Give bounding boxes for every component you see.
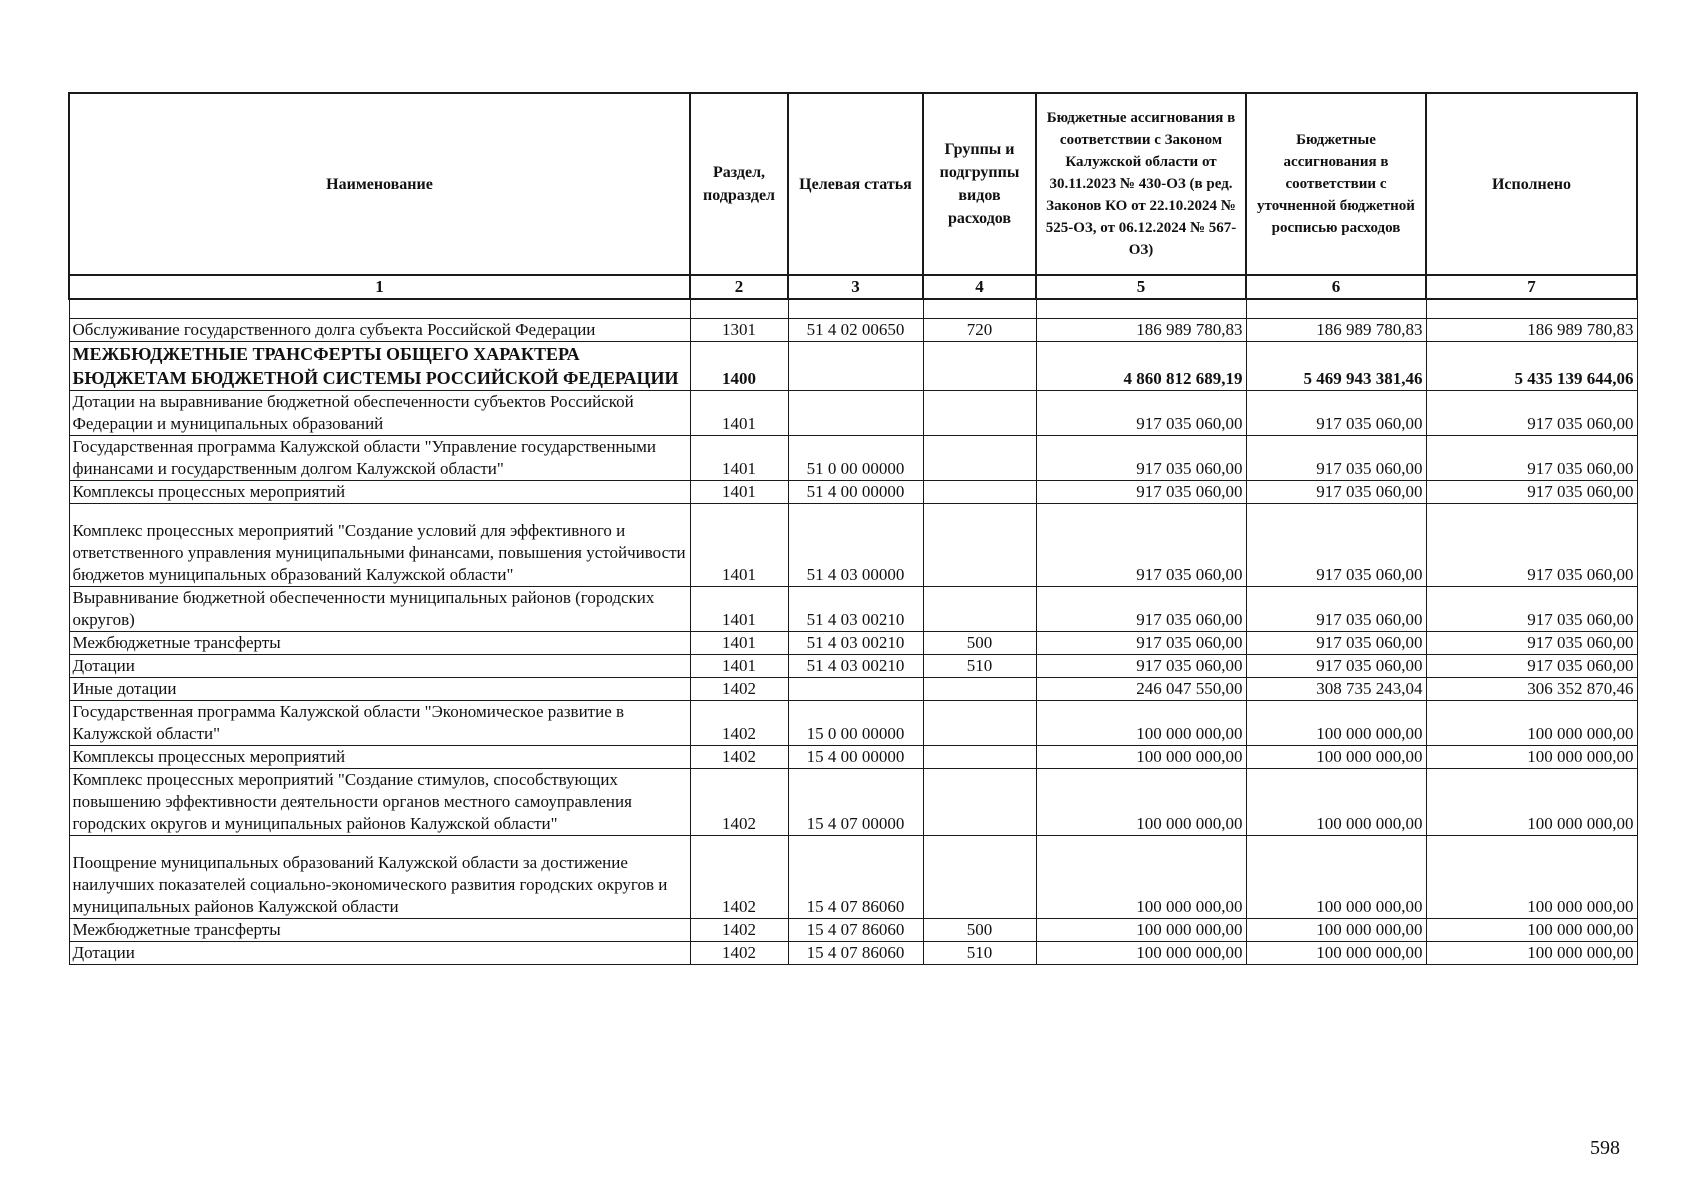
row-refined-amount: 100 000 000,00 xyxy=(1246,769,1426,836)
row-target: 15 4 07 86060 xyxy=(788,919,923,942)
row-section: 1401 xyxy=(690,391,788,436)
row-target: 51 4 02 00650 xyxy=(788,319,923,342)
table-row xyxy=(69,319,1637,342)
column-number: 7 xyxy=(1426,275,1637,299)
row-law-amount: 246 047 550,00 xyxy=(1036,678,1246,701)
column-number: 2 xyxy=(690,275,788,299)
row-executed-amount: 186 989 780,83 xyxy=(1426,319,1637,342)
row-section: 1401 xyxy=(690,655,788,678)
row-executed-amount: 917 035 060,00 xyxy=(1426,391,1637,436)
row-target: 51 4 03 00210 xyxy=(788,587,923,632)
row-refined-amount: 917 035 060,00 xyxy=(1246,391,1426,436)
row-group xyxy=(923,481,1036,504)
column-number: 1 xyxy=(69,275,690,299)
row-name: Комплексы процессных мероприятий xyxy=(69,481,690,504)
column-number: 6 xyxy=(1246,275,1426,299)
header-name: Наименование xyxy=(69,93,690,275)
column-number-row xyxy=(69,275,1637,299)
table-row xyxy=(69,678,1637,701)
row-law-amount: 917 035 060,00 xyxy=(1036,632,1246,655)
page-number: 598 xyxy=(1590,1137,1620,1159)
spacer-row xyxy=(69,299,1637,319)
row-target: 15 4 07 86060 xyxy=(788,836,923,919)
row-refined-amount: 100 000 000,00 xyxy=(1246,942,1426,965)
row-refined-amount: 5 469 943 381,46 xyxy=(1246,342,1426,391)
row-law-amount: 100 000 000,00 xyxy=(1036,701,1246,746)
row-target: 15 4 07 86060 xyxy=(788,942,923,965)
row-target: 15 4 00 00000 xyxy=(788,746,923,769)
row-law-amount: 100 000 000,00 xyxy=(1036,746,1246,769)
row-section: 1401 xyxy=(690,436,788,481)
row-name: Комплекс процессных мероприятий "Создание условий для эффективного и ответственного управления муниципальными финансами, повышения устойчивости бюджетов муниципальных образований Калужской области" xyxy=(69,504,690,587)
row-group: 500 xyxy=(923,919,1036,942)
row-executed-amount: 917 035 060,00 xyxy=(1426,436,1637,481)
row-name: Комплексы процессных мероприятий xyxy=(69,746,690,769)
row-name: Поощрение муниципальных образований Калужской области за достижение наилучших показателей социально-экономического развития городских округов и муниципальных районов Калужской области xyxy=(69,836,690,919)
row-section: 1402 xyxy=(690,919,788,942)
row-executed-amount: 917 035 060,00 xyxy=(1426,632,1637,655)
row-group: 500 xyxy=(923,632,1036,655)
table-row xyxy=(69,919,1637,942)
row-section: 1402 xyxy=(690,678,788,701)
row-name: Дотации на выравнивание бюджетной обеспеченности субъектов Российской Федерации и муниципальных образований xyxy=(69,391,690,436)
row-group xyxy=(923,391,1036,436)
row-executed-amount: 917 035 060,00 xyxy=(1426,504,1637,587)
row-law-amount: 917 035 060,00 xyxy=(1036,391,1246,436)
row-target xyxy=(788,391,923,436)
row-executed-amount: 917 035 060,00 xyxy=(1426,481,1637,504)
budget-table-wrapper xyxy=(68,92,1636,965)
header-law-allocations: Бюджетные ассигнования в соответствии с Законом Калужской области от 30.11.2023 № 430-ОЗ (в ред. Законов КО от 22.10.2024 № 525-ОЗ, от 06.12.2024 № 567-ОЗ) xyxy=(1036,93,1246,275)
row-group xyxy=(923,504,1036,587)
row-section: 1402 xyxy=(690,836,788,919)
table-row xyxy=(69,504,1637,587)
row-section: 1301 xyxy=(690,319,788,342)
column-number: 3 xyxy=(788,275,923,299)
row-law-amount: 100 000 000,00 xyxy=(1036,769,1246,836)
row-target: 15 0 00 00000 xyxy=(788,701,923,746)
row-law-amount: 100 000 000,00 xyxy=(1036,836,1246,919)
row-refined-amount: 308 735 243,04 xyxy=(1246,678,1426,701)
table-row xyxy=(69,342,1637,391)
row-law-amount: 186 989 780,83 xyxy=(1036,319,1246,342)
row-group xyxy=(923,701,1036,746)
row-group xyxy=(923,587,1036,632)
row-refined-amount: 100 000 000,00 xyxy=(1246,701,1426,746)
row-group xyxy=(923,436,1036,481)
row-law-amount: 917 035 060,00 xyxy=(1036,587,1246,632)
row-refined-amount: 186 989 780,83 xyxy=(1246,319,1426,342)
row-name: МЕЖБЮДЖЕТНЫЕ ТРАНСФЕРТЫ ОБЩЕГО ХАРАКТЕРА БЮДЖЕТАМ БЮДЖЕТНОЙ СИСТЕМЫ РОССИЙСКОЙ ФЕДЕРАЦИИ xyxy=(69,342,690,391)
table-header-row xyxy=(69,93,1637,275)
row-target: 51 4 03 00210 xyxy=(788,632,923,655)
row-refined-amount: 917 035 060,00 xyxy=(1246,655,1426,678)
row-group xyxy=(923,342,1036,391)
row-target xyxy=(788,342,923,391)
row-executed-amount: 100 000 000,00 xyxy=(1426,942,1637,965)
row-refined-amount: 100 000 000,00 xyxy=(1246,746,1426,769)
row-name: Иные дотации xyxy=(69,678,690,701)
table-row xyxy=(69,587,1637,632)
row-section: 1401 xyxy=(690,587,788,632)
row-name: Дотации xyxy=(69,942,690,965)
row-target: 51 4 03 00000 xyxy=(788,504,923,587)
row-group xyxy=(923,678,1036,701)
header-section: Раздел, подраздел xyxy=(690,93,788,275)
table-row xyxy=(69,701,1637,746)
row-law-amount: 917 035 060,00 xyxy=(1036,655,1246,678)
row-executed-amount: 100 000 000,00 xyxy=(1426,919,1637,942)
table-row xyxy=(69,655,1637,678)
column-number: 5 xyxy=(1036,275,1246,299)
row-executed-amount: 306 352 870,46 xyxy=(1426,678,1637,701)
row-name: Дотации xyxy=(69,655,690,678)
row-executed-amount: 917 035 060,00 xyxy=(1426,587,1637,632)
row-refined-amount: 917 035 060,00 xyxy=(1246,587,1426,632)
row-target: 51 4 03 00210 xyxy=(788,655,923,678)
row-target: 51 4 00 00000 xyxy=(788,481,923,504)
table-row xyxy=(69,836,1637,919)
row-section: 1402 xyxy=(690,746,788,769)
row-target: 51 0 00 00000 xyxy=(788,436,923,481)
budget-table xyxy=(68,92,1638,965)
row-target: 15 4 07 00000 xyxy=(788,769,923,836)
row-group: 510 xyxy=(923,942,1036,965)
table-row xyxy=(69,632,1637,655)
row-executed-amount: 100 000 000,00 xyxy=(1426,836,1637,919)
row-section: 1400 xyxy=(690,342,788,391)
row-refined-amount: 917 035 060,00 xyxy=(1246,436,1426,481)
column-number: 4 xyxy=(923,275,1036,299)
row-law-amount: 100 000 000,00 xyxy=(1036,919,1246,942)
row-section: 1401 xyxy=(690,504,788,587)
row-executed-amount: 917 035 060,00 xyxy=(1426,655,1637,678)
row-group xyxy=(923,746,1036,769)
row-executed-amount: 100 000 000,00 xyxy=(1426,769,1637,836)
row-name: Межбюджетные трансферты xyxy=(69,919,690,942)
row-refined-amount: 100 000 000,00 xyxy=(1246,836,1426,919)
row-name: Комплекс процессных мероприятий "Создание стимулов, способствующих повышению эффективности деятельности органов местного самоуправления городских округов и муниципальных районов Калужской области" xyxy=(69,769,690,836)
row-section: 1402 xyxy=(690,769,788,836)
header-refined-allocations: Бюджетные ассигнования в соответствии с уточненной бюджетной росписью расходов xyxy=(1246,93,1426,275)
row-refined-amount: 100 000 000,00 xyxy=(1246,919,1426,942)
header-executed: Исполнено xyxy=(1426,93,1637,275)
header-groups: Группы и подгруппы видов расходов xyxy=(923,93,1036,275)
row-section: 1401 xyxy=(690,481,788,504)
row-executed-amount: 100 000 000,00 xyxy=(1426,746,1637,769)
row-target xyxy=(788,678,923,701)
row-group: 720 xyxy=(923,319,1036,342)
row-executed-amount: 5 435 139 644,06 xyxy=(1426,342,1637,391)
row-section: 1402 xyxy=(690,942,788,965)
row-refined-amount: 917 035 060,00 xyxy=(1246,632,1426,655)
row-refined-amount: 917 035 060,00 xyxy=(1246,504,1426,587)
row-group xyxy=(923,769,1036,836)
header-target: Целевая статья xyxy=(788,93,923,275)
row-law-amount: 4 860 812 689,19 xyxy=(1036,342,1246,391)
table-row xyxy=(69,746,1637,769)
row-law-amount: 917 035 060,00 xyxy=(1036,481,1246,504)
row-group xyxy=(923,836,1036,919)
row-law-amount: 100 000 000,00 xyxy=(1036,942,1246,965)
table-row xyxy=(69,769,1637,836)
row-group: 510 xyxy=(923,655,1036,678)
row-law-amount: 917 035 060,00 xyxy=(1036,504,1246,587)
table-row xyxy=(69,391,1637,436)
table-row xyxy=(69,436,1637,481)
row-name: Обслуживание государственного долга субъекта Российской Федерации xyxy=(69,319,690,342)
row-name: Государственная программа Калужской области "Экономическое развитие в Калужской области" xyxy=(69,701,690,746)
table-row xyxy=(69,481,1637,504)
row-section: 1401 xyxy=(690,632,788,655)
row-section: 1402 xyxy=(690,701,788,746)
row-name: Выравнивание бюджетной обеспеченности муниципальных районов (городских округов) xyxy=(69,587,690,632)
table-row xyxy=(69,942,1637,965)
row-refined-amount: 917 035 060,00 xyxy=(1246,481,1426,504)
row-name: Государственная программа Калужской области "Управление государственными финансами и государственным долгом Калужской области" xyxy=(69,436,690,481)
row-name: Межбюджетные трансферты xyxy=(69,632,690,655)
row-law-amount: 917 035 060,00 xyxy=(1036,436,1246,481)
row-executed-amount: 100 000 000,00 xyxy=(1426,701,1637,746)
